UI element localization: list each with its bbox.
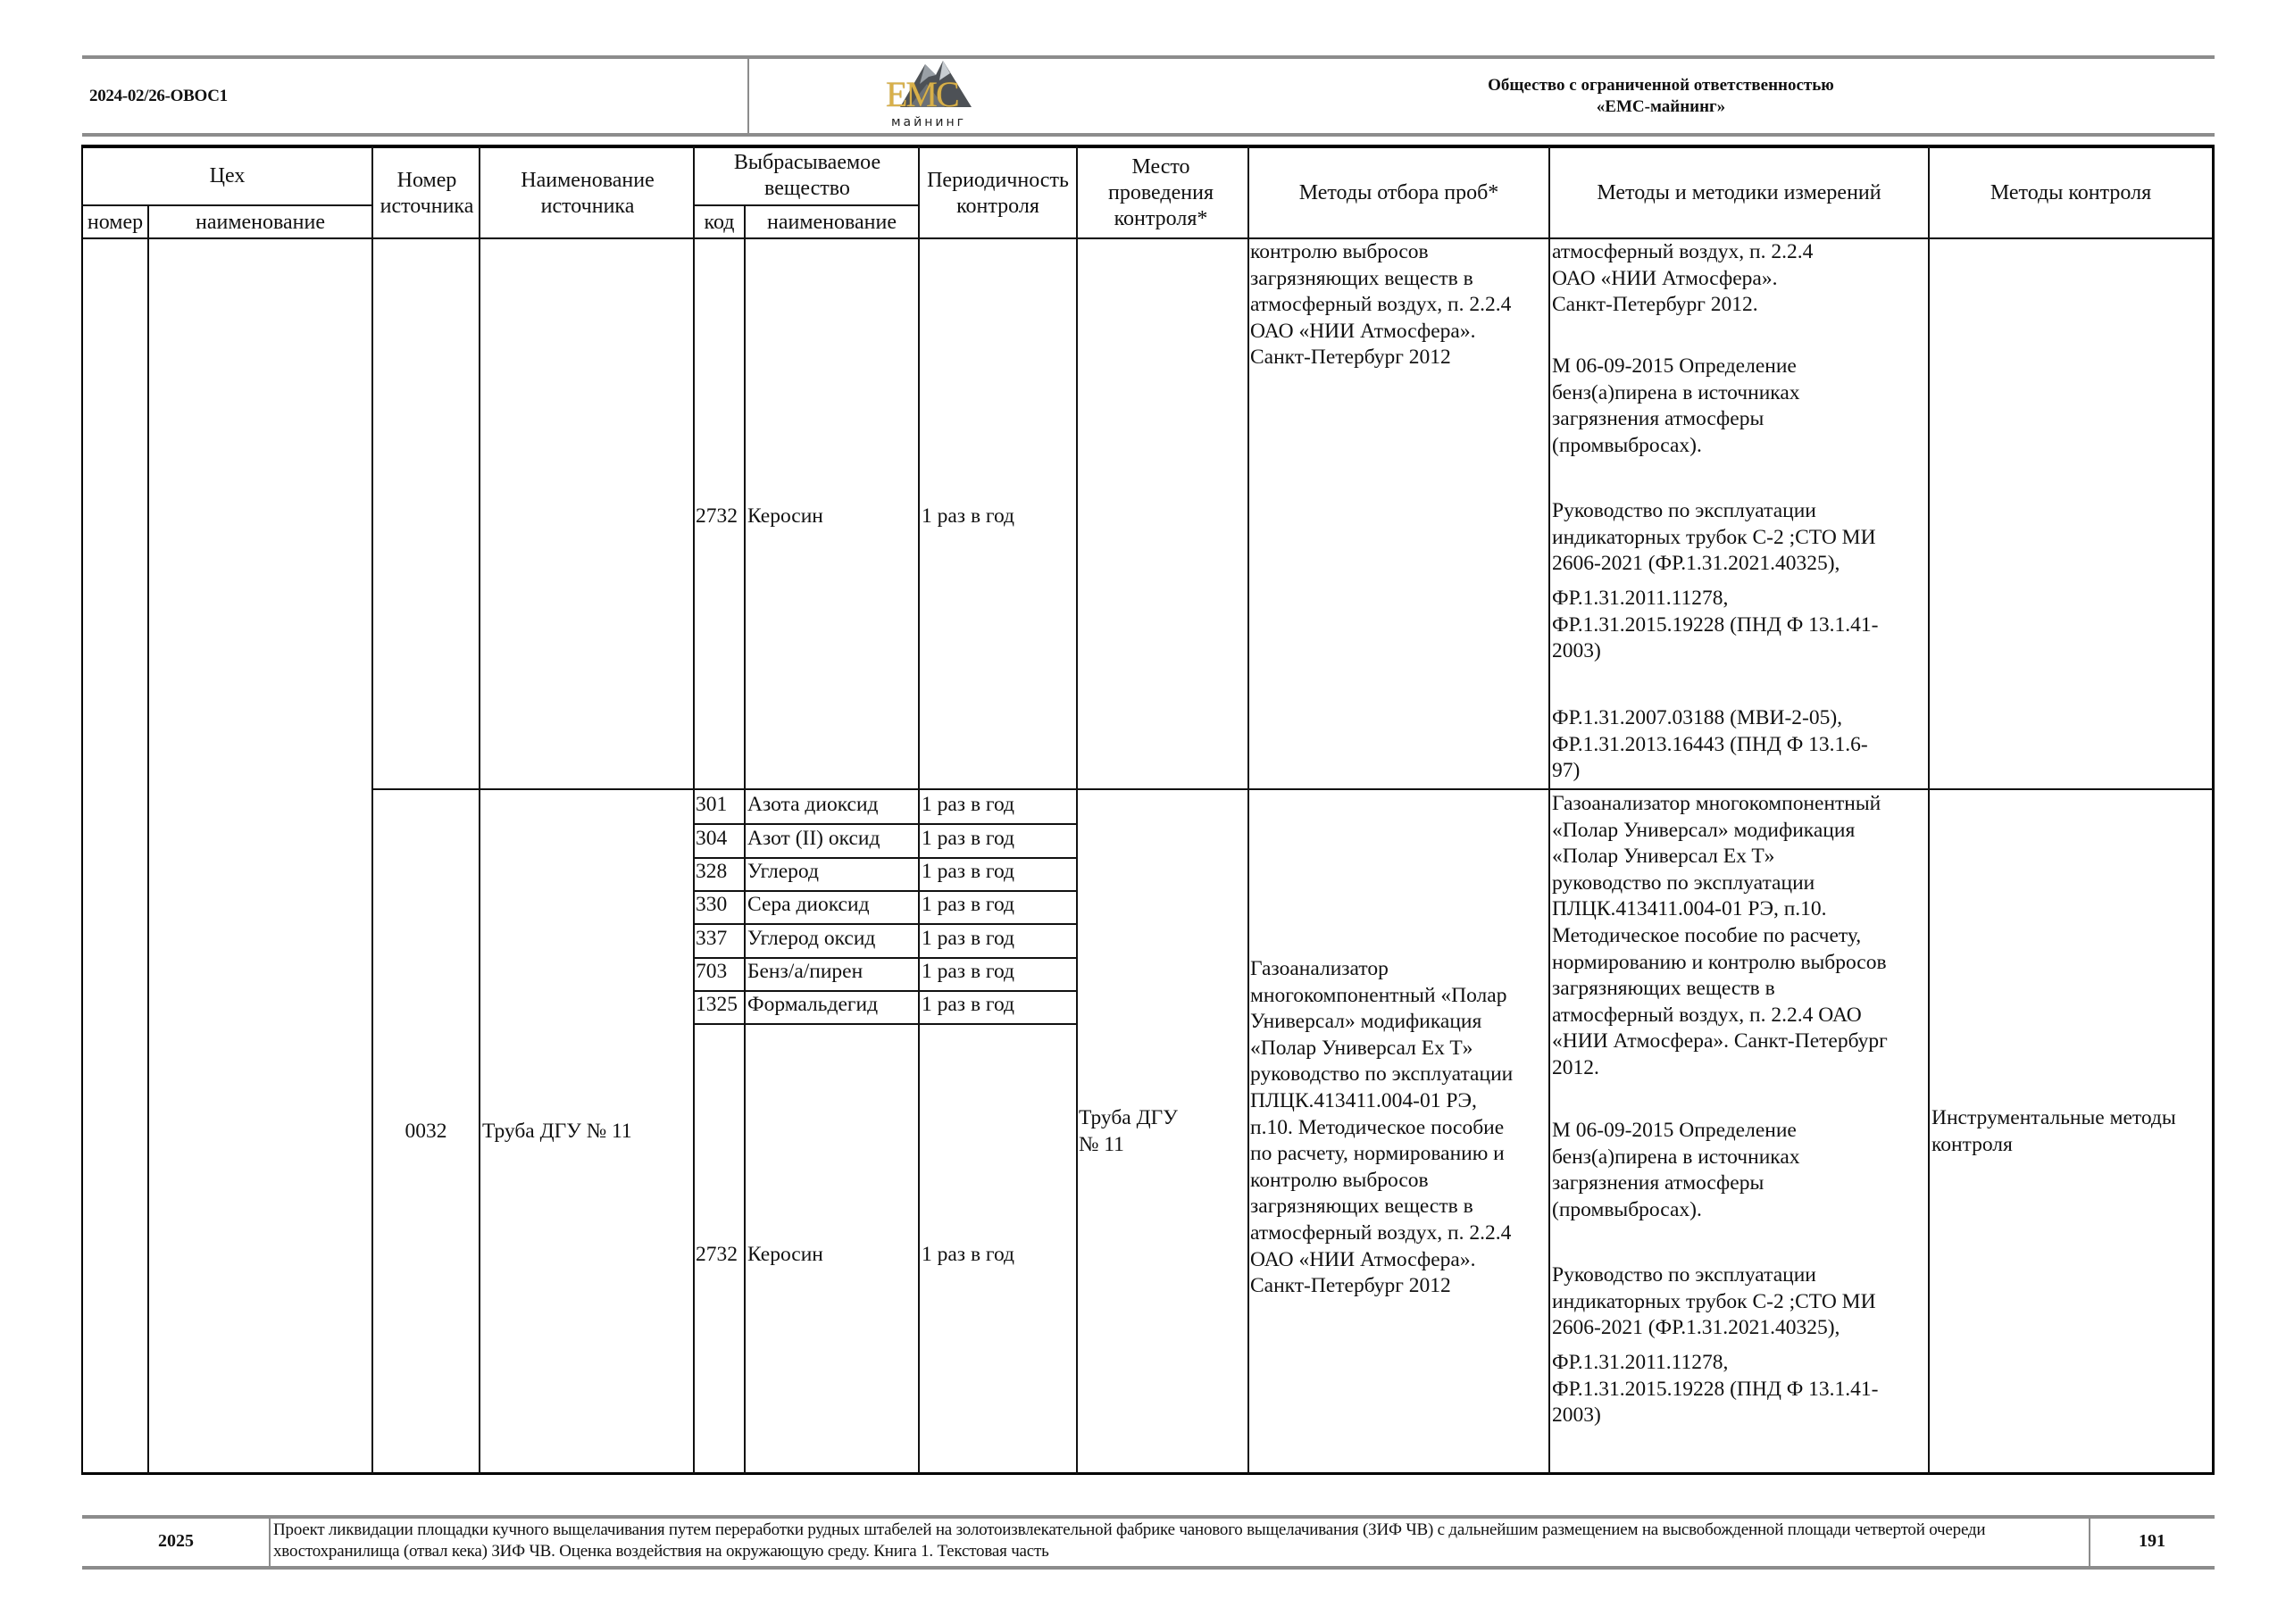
header-bottom-rule: [82, 133, 2215, 137]
sampling-methods-text: контролю выбросов загрязняющих веществ в атмосферный воздух, п. 2.2.4 ОАО «НИИ Атмосфера». Санкт-Петербург 2012: [1250, 240, 1512, 370]
th-substance-name: наименование: [766, 210, 897, 234]
substance-subheader-line: [693, 204, 920, 206]
sampling-methods-text: Газоанализатор многокомпонентный «Полар Универсал» модификация «Полар Универсал Ex T» руководство по эксплуатации ПЛЦК.413411.004-01 РЭ, п.10. Методическое пособие по расчету, нормированию и контролю выбросов загрязняющих веществ в атмосферный воздух, п. 2.2.4 ОАО «НИИ Атмосфера». Санкт-Петербург 2012: [1250, 957, 1514, 1298]
measurement-method: ФР.1.31.2011.11278, ФР.1.31.2015.19228 (ПНД Ф 13.1.41- 2003): [1552, 587, 1879, 663]
th-source-name: Наименование источника: [521, 169, 655, 218]
th-substance: Выбрасываемое вещество: [733, 151, 881, 200]
th-location: Место проведения контроля*: [1108, 154, 1214, 230]
measurement-method: М 06-09-2015 Определение бенз(а)пирена в источниках загрязнения атмосферы (промвыбросах).: [1552, 1119, 1800, 1221]
substance-periodicity: 1 раз в год: [922, 960, 1015, 983]
th-sampling-methods: Методы отбора проб*: [1298, 180, 1499, 204]
col-line-workshop-number: [147, 205, 149, 1474]
substance-name: Керосин: [747, 1243, 823, 1266]
measurement-location: Труба ДГУ № 11: [1079, 1106, 1178, 1156]
substance-periodicity: 1 раз в год: [922, 860, 1015, 883]
substance-periodicity: 1 раз в год: [922, 793, 1015, 816]
workshop-subheader-line: [81, 204, 372, 206]
col-line-workshop-name: [371, 146, 373, 1474]
substance-periodicity: 1 раз в год: [922, 893, 1015, 916]
table-bottom-border: [81, 1472, 2215, 1475]
substance-name: Углерод оксид: [747, 927, 876, 950]
substance-code: 2732: [696, 1243, 738, 1266]
th-periodicity: Периодичность контроля: [927, 169, 1069, 218]
substance-periodicity: 1 раз в год: [922, 504, 1015, 528]
col-line-source-number: [479, 146, 480, 1474]
header-row-bottom: [81, 237, 2215, 239]
substance-code: 2732: [696, 504, 738, 528]
th-workshop-number: номер: [87, 210, 144, 234]
substance-row-line: [693, 923, 1077, 925]
measurement-method: Газоанализатор многокомпонентный «Полар Универсал» модификация «Полар Универсал Ex T» руководство по эксплуатации ПЛЦК.413411.004-01 РЭ, п.10. Методическое пособие по расчету, нормированию и контролю выбросов загрязняющих веществ в атмосферный воздух, п. 2.2.4 ОАО «НИИ Атмосфера». Санкт-Петербург 2012.: [1552, 792, 1888, 1079]
logo-brand: EMC: [886, 74, 958, 114]
th-control-methods: Методы контроля: [1990, 180, 2152, 204]
substance-periodicity: 1 раз в год: [922, 993, 1015, 1016]
col-line-source-name: [693, 146, 695, 1474]
logo-subtitle: майнинг: [891, 115, 966, 129]
measurement-method: Руководство по эксплуатации индикаторных трубок С-2 ;СТО МИ 2606-2021 (ФР.1.31.2021.40325),: [1552, 499, 1876, 576]
table-left-border: [81, 145, 83, 1475]
measurement-method: атмосферный воздух, п. 2.2.4 ОАО «НИИ Атмосфера». Санкт-Петербург 2012.: [1552, 240, 1814, 317]
substance-periodicity: 1 раз в год: [922, 927, 1015, 950]
col-line-code: [744, 205, 746, 1474]
substance-name: Бенз/а/пирен: [747, 960, 864, 983]
footer-bottom-rule: [82, 1566, 2215, 1570]
footer-top-rule: [82, 1515, 2215, 1519]
company-name: [1393, 75, 1929, 118]
col-line-periodicity: [1076, 146, 1078, 1474]
table-right-border: [2212, 145, 2215, 1475]
substance-name: Сера диоксид: [747, 893, 870, 916]
document-code: 2024-02/26-ОВОС1: [89, 87, 228, 105]
footer-project-title: Проект ликвидации площадки кучного выщелачивания путем переработки рудных штабелей на золотоизвлекательной фабрике чанового выщелачивания (ЗИФ ЧВ) с дальнейшим размещением на высвобожденной площади четвертой очереди хвостохранилища (отвал кека) ЗИФ ЧВ. Оценка воздействия на окружающую среду. Книга 1. Текстовая часть: [273, 1520, 1986, 1561]
substance-code: 328: [696, 860, 728, 883]
control-methods-text: Инструментальные методы контроля: [1931, 1106, 2176, 1156]
col-line-location: [1247, 146, 1249, 1474]
header-divider: [747, 57, 749, 135]
substance-code: 330: [696, 893, 728, 916]
substance-code: 301: [696, 793, 728, 816]
col-line-sampling: [1548, 146, 1550, 1474]
substance-name: Азота диоксид: [747, 793, 879, 816]
substance-code: 703: [696, 960, 728, 983]
col-line-measurement: [1928, 146, 1930, 1474]
substance-periodicity: 1 раз в год: [922, 827, 1015, 850]
th-source-number: Номер источника: [380, 169, 474, 218]
source-number: 0032: [405, 1120, 447, 1143]
th-workshop-name: наименование: [195, 210, 326, 234]
header-top-rule: [82, 55, 2215, 59]
page-number: 191: [2139, 1531, 2165, 1551]
measurement-method: Руководство по эксплуатации индикаторных трубок С-2 ;СТО МИ 2606-2021 (ФР.1.31.2021.40325),: [1552, 1263, 1876, 1340]
substance-name: Формальдегид: [747, 993, 879, 1016]
source-name: Труба ДГУ № 11: [482, 1120, 632, 1143]
substance-code: 337: [696, 927, 728, 950]
substance-name: Углерод: [747, 860, 819, 883]
substance-code: 304: [696, 827, 728, 850]
company-line-1: Общество с ограниченной ответственностью: [1488, 76, 1834, 95]
company-line-2: «ЕМС-майнинг»: [1596, 97, 1726, 116]
col-line-substance-name: [918, 146, 920, 1474]
th-workshop: Цех: [209, 163, 246, 187]
substance-periodicity: 1 раз в год: [922, 1243, 1015, 1266]
measurement-method: М 06-09-2015 Определение бенз(а)пирена в источниках загрязнения атмосферы (промвыбросах).: [1552, 354, 1800, 457]
measurement-method: ФР.1.31.2011.11278, ФР.1.31.2015.19228 (ПНД Ф 13.1.41- 2003): [1552, 1351, 1879, 1428]
substance-code: 1325: [696, 993, 738, 1016]
substance-row-line: [693, 823, 1077, 825]
substance-name: Азот (II) оксид: [747, 827, 880, 850]
measurement-method: ФР.1.31.2007.03188 (МВИ-2-05), ФР.1.31.2013.16443 (ПНД Ф 13.1.6- 97): [1552, 706, 1868, 783]
substance-row-line: [693, 1023, 1077, 1025]
block-divider: [371, 788, 2214, 790]
company-logo: [873, 59, 989, 132]
substance-name: Керосин: [747, 504, 823, 528]
th-measurement-methods: Методы и методики измерений: [1597, 180, 1881, 204]
footer-year: 2025: [158, 1531, 194, 1551]
th-substance-code: код: [704, 210, 735, 234]
